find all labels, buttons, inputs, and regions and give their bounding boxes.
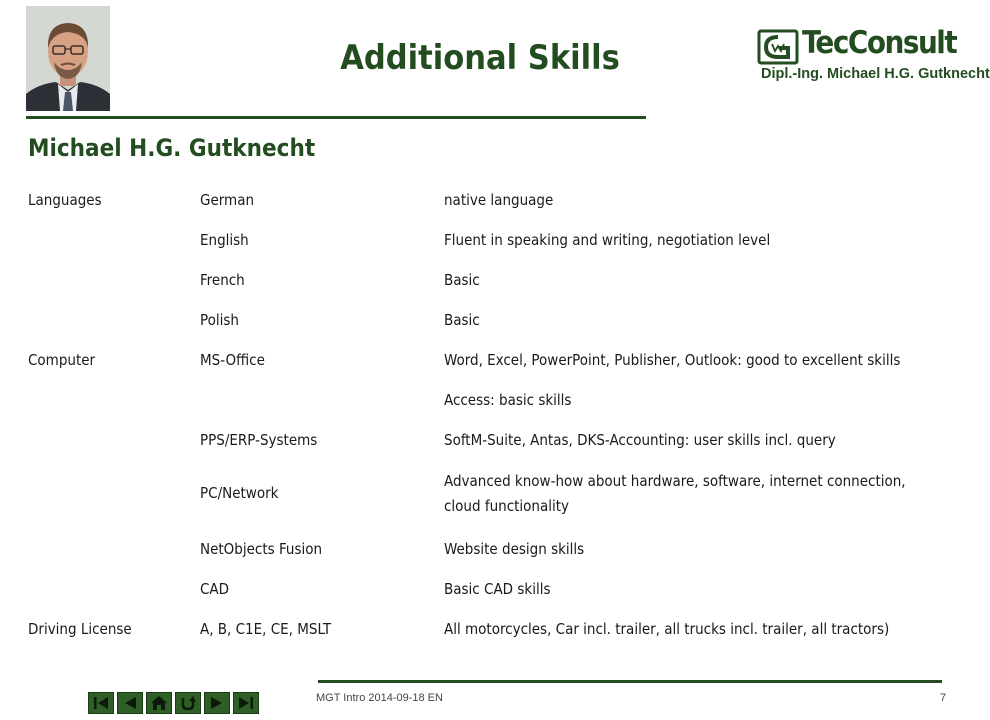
home-icon	[150, 695, 168, 711]
skill-detail: Fluent in speaking and writing, negotiation level	[444, 231, 771, 249]
skill-detail: Basic	[444, 311, 480, 329]
skill-item: English	[200, 231, 249, 249]
previous-slide-button[interactable]	[117, 692, 143, 714]
slide-navigation	[88, 692, 259, 714]
skill-item: PPS/ERP-Systems	[200, 431, 318, 449]
skill-item: French	[200, 271, 245, 289]
tecconsult-logo-icon	[758, 30, 798, 64]
skill-detail: Word, Excel, PowerPoint, Publisher, Outlook: good to excellent skills	[444, 351, 901, 369]
skill-detail: All motorcycles, Car incl. trailer, all trucks incl. trailer, all tractors)	[444, 620, 890, 638]
person-name: Michael H.G. Gutknecht	[28, 134, 316, 162]
previous-slide-icon	[121, 695, 139, 711]
home-button[interactable]	[146, 692, 172, 714]
skill-detail: Basic	[444, 271, 480, 289]
last-slide-icon	[237, 695, 255, 711]
page-title: Additional Skills	[340, 38, 620, 78]
skill-detail: native language	[444, 191, 554, 209]
skill-detail: Website design skills	[444, 540, 585, 558]
last-slide-button[interactable]	[233, 692, 259, 714]
page-number: 7	[940, 692, 947, 704]
next-slide-icon	[208, 695, 226, 711]
skill-item: CAD	[200, 580, 230, 598]
skill-item: PC/Network	[200, 484, 279, 502]
skill-item: Polish	[200, 311, 239, 329]
skill-category: Languages	[28, 191, 102, 209]
logo-wordmark: TecConsult	[802, 25, 957, 61]
company-logo	[758, 25, 990, 88]
skill-detail: Basic CAD skills	[444, 580, 551, 598]
return-button[interactable]	[175, 692, 201, 714]
skill-item: A, B, C1E, CE, MSLT	[200, 620, 332, 638]
next-slide-button[interactable]	[204, 692, 230, 714]
skill-item: NetObjects Fusion	[200, 540, 323, 558]
portrait-photo	[26, 6, 110, 111]
return-icon	[179, 695, 197, 711]
header-divider	[26, 116, 646, 119]
skill-detail: SoftM-Suite, Antas, DKS-Accounting: user skills incl. query	[444, 431, 836, 449]
footer-label: MGT Intro 2014-09-18 EN	[316, 692, 443, 704]
footer-divider	[318, 680, 942, 683]
skill-detail: Access: basic skills	[444, 391, 572, 409]
first-slide-button[interactable]	[88, 692, 114, 714]
skill-category: Computer	[28, 351, 96, 369]
skill-item: MS-Office	[200, 351, 265, 369]
skill-category: Driving License	[28, 620, 132, 638]
first-slide-icon	[92, 695, 110, 711]
logo-subtitle: Dipl.-Ing. Michael H.G. Gutknecht	[761, 66, 990, 82]
skill-detail: Advanced know-how about hardware, software, internet connection, cloud functionality	[444, 472, 906, 515]
skill-item: German	[200, 191, 255, 209]
